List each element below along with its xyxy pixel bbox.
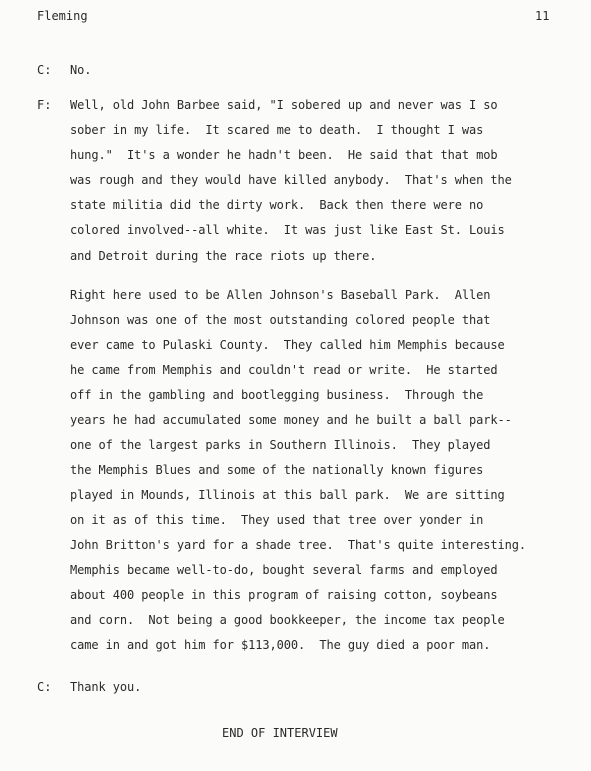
text-line: Memphis became well-to-do, bought several farms and employed <box>70 563 498 577</box>
text-line: one of the largest parks in Southern Illinois. They played <box>70 438 491 452</box>
text-line: Johnson was one of the most outstanding colored people that <box>70 313 491 327</box>
text-line: was rough and they would have killed anybody. That's when the <box>70 173 512 187</box>
text-line: Thank you. <box>70 680 142 694</box>
text-line: about 400 people in this program of raising cotton, soybeans <box>70 588 498 602</box>
text-line: the Memphis Blues and some of the nationally known figures <box>70 463 484 477</box>
end-of-interview: END OF INTERVIEW <box>222 726 338 740</box>
text-line: played in Mounds, Illinois at this ball park. We are sitting <box>70 488 505 502</box>
speaker-label: C: <box>37 63 52 77</box>
header-name: Fleming <box>37 9 88 23</box>
text-line: and corn. Not being a good bookkeeper, the income tax people <box>70 613 505 627</box>
text-line: he came from Memphis and couldn't read or write. He started <box>70 363 498 377</box>
text-line: state militia did the dirty work. Back then there were no <box>70 198 484 212</box>
text-line: ever came to Pulaski County. They called him Memphis because <box>70 338 505 352</box>
speaker-label: C: <box>37 680 52 694</box>
text-line: on it as of this time. They used that tree over yonder in <box>70 513 484 527</box>
text-line: and Detroit during the race riots up there. <box>70 249 377 263</box>
text-line: Right here used to be Allen Johnson's Baseball Park. Allen <box>70 288 491 302</box>
text-line: colored involved--all white. It was just like East St. Louis <box>70 223 505 237</box>
text-line: off in the gambling and bootlegging business. Through the <box>70 388 484 402</box>
text-line: No. <box>70 63 92 77</box>
page-number: 11 <box>535 9 550 23</box>
text-line: came in and got him for $113,000. The guy died a poor man. <box>70 638 491 652</box>
text-line: sober in my life. It scared me to death. I thought I was <box>70 123 484 137</box>
speaker-label: F: <box>37 98 52 112</box>
text-line: John Britton's yard for a shade tree. That's quite interesting. <box>70 538 526 552</box>
text-line: Well, old John Barbee said, "I sobered up and never was I so <box>70 98 498 112</box>
text-line: hung." It's a wonder he hadn't been. He said that that mob <box>70 148 498 162</box>
text-line: years he had accumulated some money and he built a ball park-- <box>70 413 512 427</box>
